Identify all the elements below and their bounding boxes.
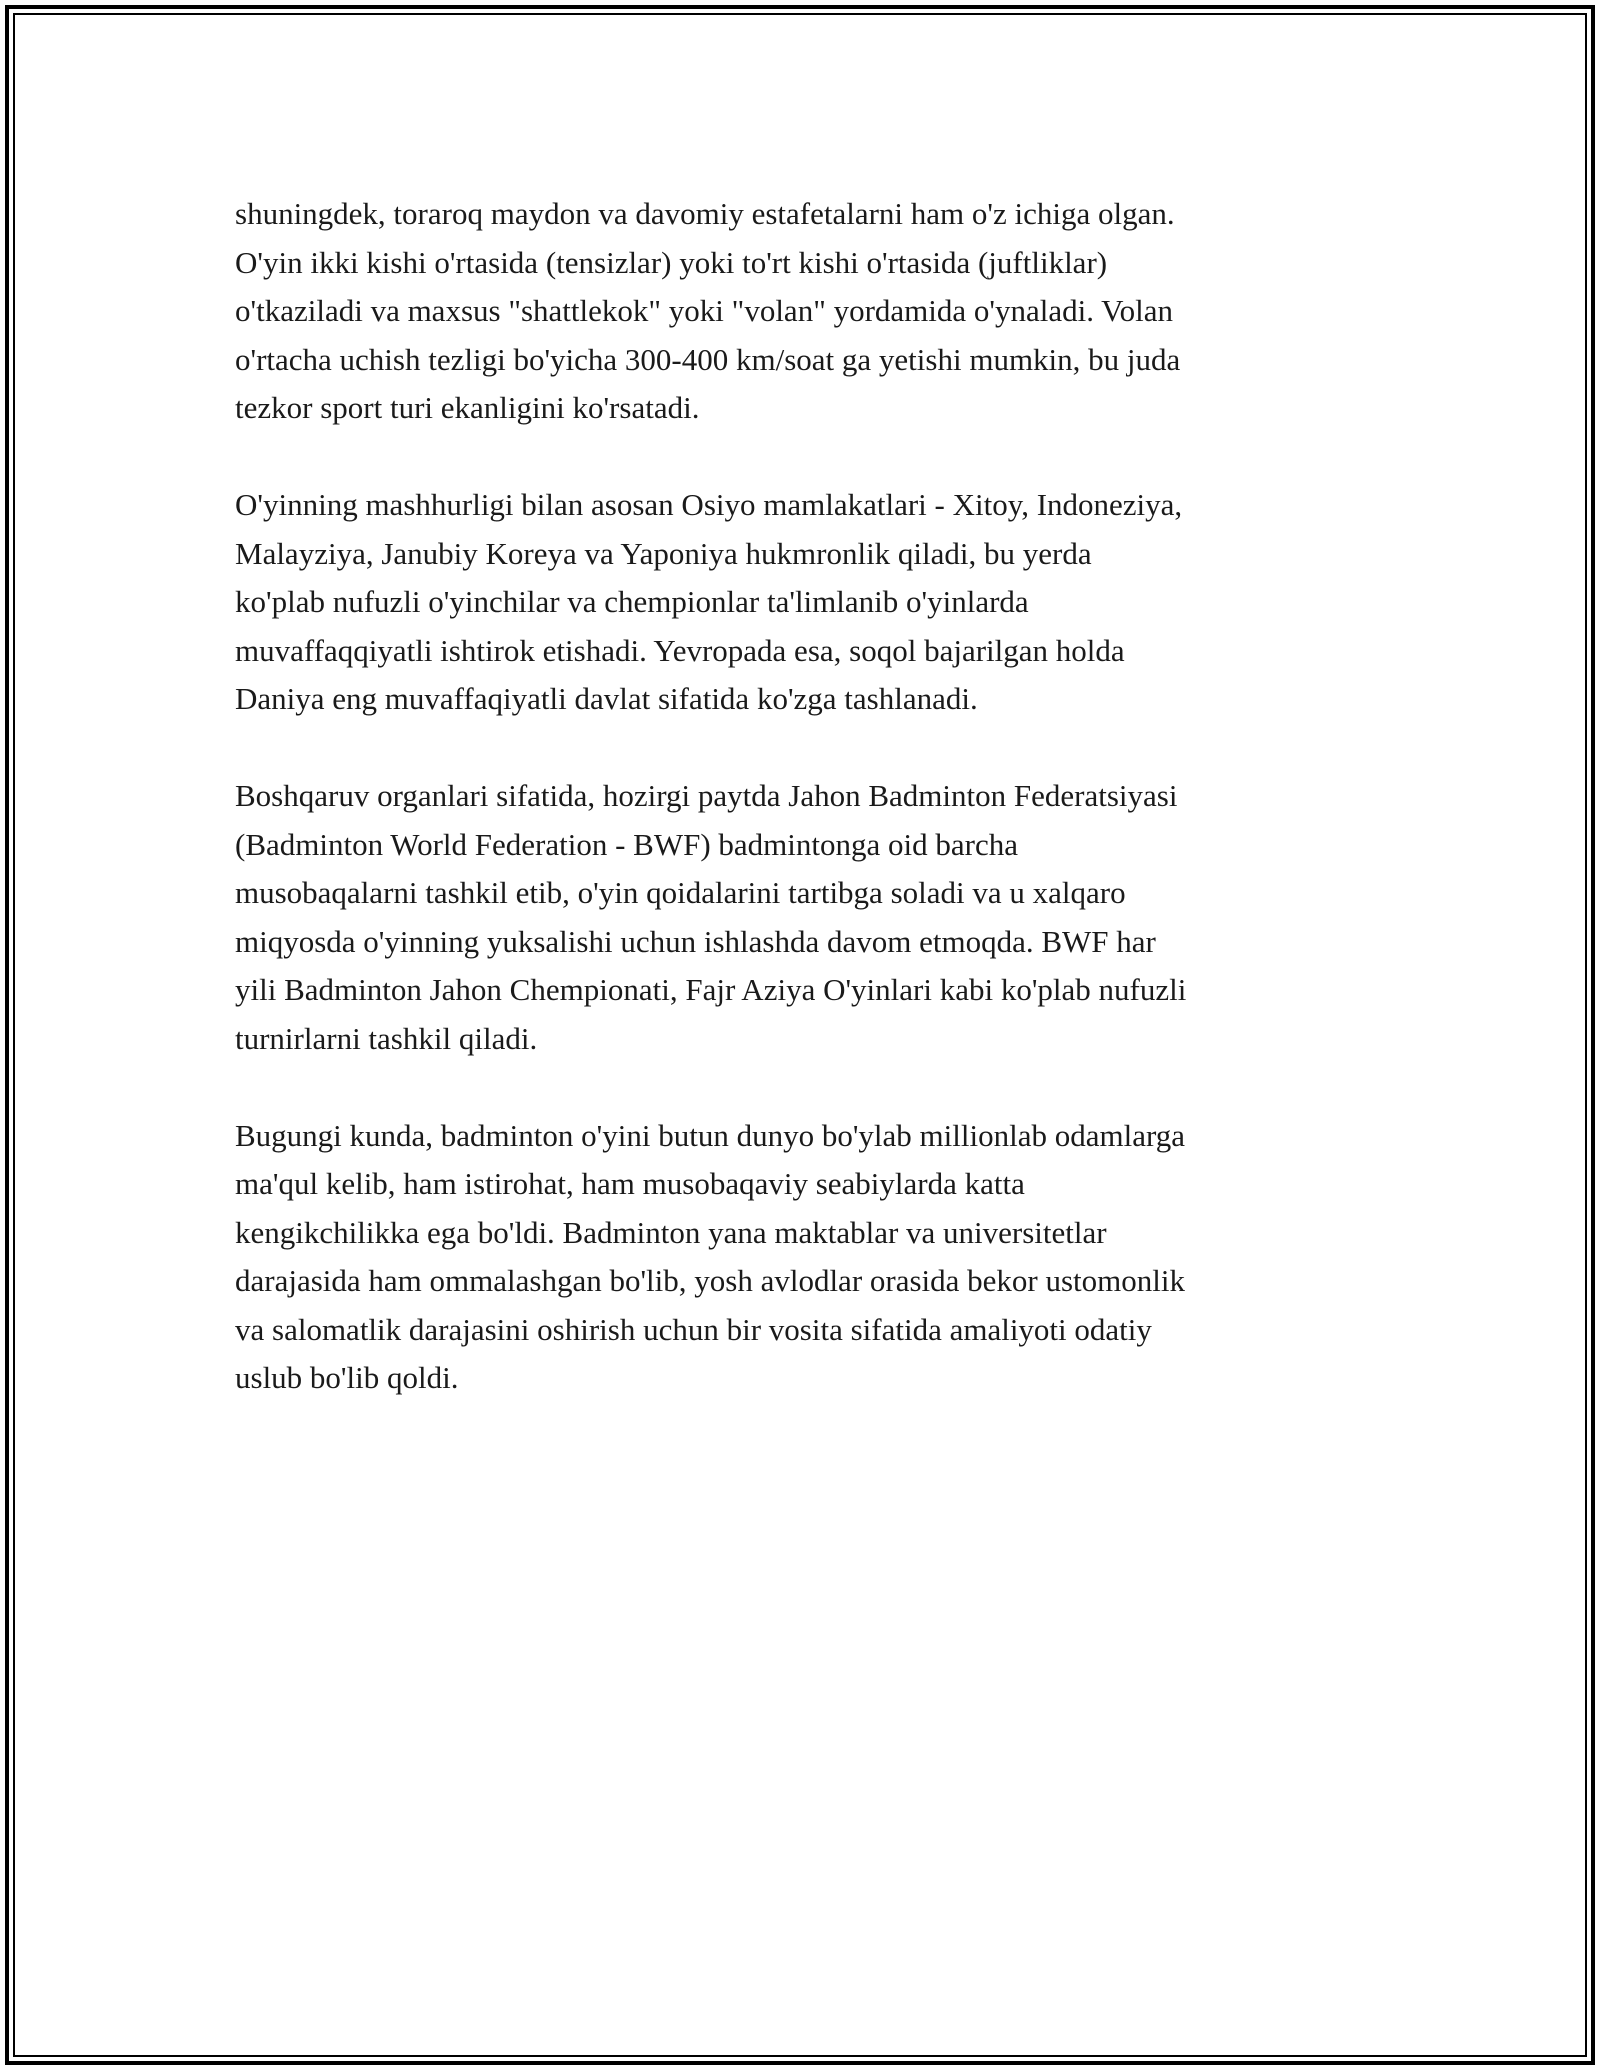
paragraph-3: Boshqaruv organlari sifatida, hozirgi paytda Jahon Badminton Federatsiyasi (Badminton World Federation - BWF) badmintonga oid barcha musobaqalarni tashkil etib, o'yin qoidalarini tartibga soladi va u xalqaro miqyosda o'yinning yuksalishi uchun ishlashda davom etmoqda. BWF har yili Badminton Jahon Chempionati, Fajr Aziya O'yinlari kabi ko'plab nufuzli turnirlarni tashkil qiladi. bbox=[235, 778, 1187, 1056]
paragraph-2: O'yinning mashhurligi bilan asosan Osiyo mamlakatlari - Xitoy, Indoneziya, Malayziya, Janubiy Koreya va Yaponiya hukmronlik qiladi, bu yerda ko'plab nufuzli o'yinchilar va chempionlar ta'limlanib o'yinlarda muvaffaqqiyatli ishtirok etishadi. Yevropada esa, soqol bajarilgan holda Daniya eng muvaffaqiyatli davlat sifatida ko'zga tashlanadi. bbox=[235, 487, 1183, 716]
paragraph-4: Bugungi kunda, badminton o'yini butun dunyo bo'ylab millionlab odamlarga ma'qul kelib, ham istirohat, ham musobaqaviy seabiylarda katta kengikchilikka ega bo'ldi. Badminton yana maktablar va universitetlar darajasida ham ommalashgan bo'lib, yosh avlodlar orasida bekor ustomonlik va salomatlik darajasini oshirish uchun bir vosita sifatida amaliyoti odatiy uslub bo'lib qoldi. bbox=[235, 1117, 1186, 1395]
document-body bbox=[235, 190, 1375, 1451]
paragraph-1: shuningdek, toraroq maydon va davomiy estafetalarni ham o'z ichiga olgan. O'yin ikki kishi o'rtasida (tensizlar) yoki to'rt kishi o'rtasida (juftliklar) o'tkaziladi va maxsus "shattlekok" yoki "volan" yordamida o'ynaladi. Volan o'rtacha uchish tezligi bo'yicha 300-400 km/soat ga yetishi mumkin, bu juda tezkor sport turi ekanligini ko'rsatadi. bbox=[235, 196, 1181, 425]
